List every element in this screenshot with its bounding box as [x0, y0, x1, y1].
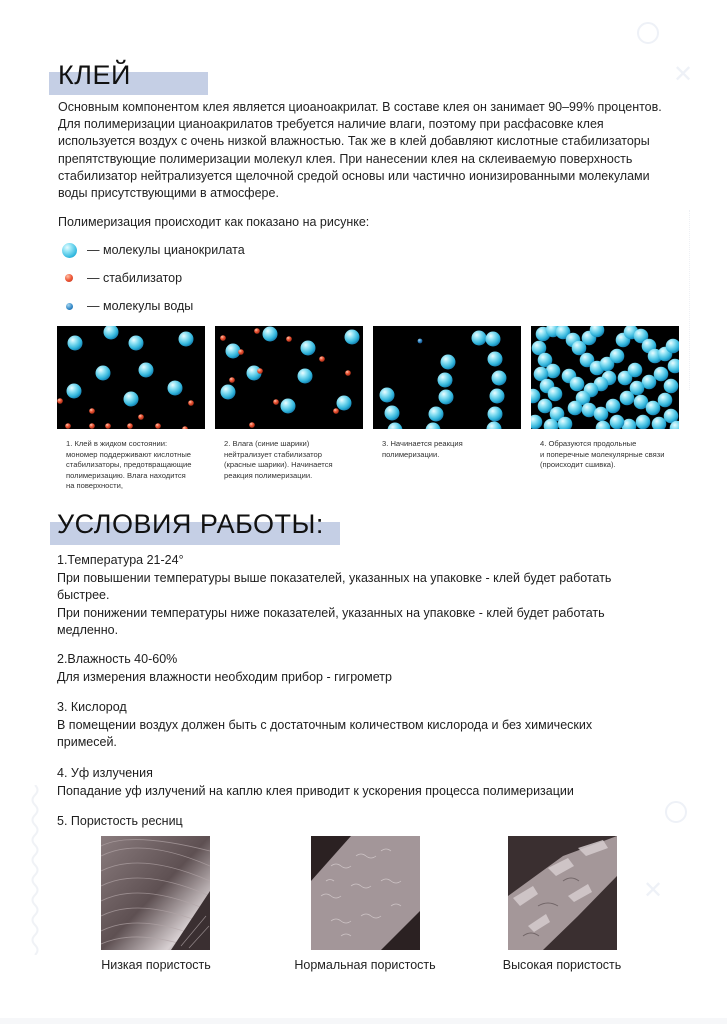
- cyanoacrylate-molecule: [606, 399, 621, 414]
- cyanoacrylate-molecule: [487, 422, 502, 430]
- condition-heading: 1.Температура 21-24°: [57, 553, 184, 567]
- cyanoacrylate-molecule: [380, 388, 395, 403]
- molecule-legend: [59, 240, 245, 316]
- decorative-cross-icon: ✕: [643, 876, 664, 904]
- cyanoacrylate-molecule: [139, 363, 154, 378]
- legend-label: — молекулы цианокрилата: [87, 243, 245, 257]
- normal-porosity-image: [311, 836, 420, 950]
- cyanoacrylate-molecule: [531, 389, 540, 404]
- cyanoacrylate-molecule-icon: [62, 243, 77, 258]
- cyanoacrylate-molecule: [345, 330, 360, 345]
- stabilizer-molecule: [89, 423, 95, 429]
- high-porosity-label: Высокая пористость: [502, 958, 622, 972]
- stabilizer-molecule: [220, 335, 226, 341]
- cyanoacrylate-molecule: [226, 344, 241, 359]
- stabilizer-molecule: [57, 398, 63, 404]
- cyanoacrylate-molecule: [441, 355, 456, 370]
- stabilizer-molecule: [105, 423, 111, 429]
- polymerization-intro: Полимеризация происходит как показано на рисунке:: [58, 215, 370, 229]
- cyanoacrylate-molecule: [388, 423, 403, 430]
- cyanoacrylate-molecule: [654, 367, 669, 382]
- cyanoacrylate-molecule: [646, 401, 661, 416]
- condition-heading: 2.Влажность 40-60%: [57, 652, 178, 666]
- section-title-glue: КЛЕЙ: [58, 60, 131, 90]
- condition-uv: 4. Уф излучения Попадание уф излучений на каплю клея приводит к ускорения процесса полимеризации: [57, 765, 677, 800]
- cyanoacrylate-molecule: [68, 336, 83, 351]
- condition-temperature: 1.Температура 21-24° При повышении температуры выше показателей, указанных на упаковке - клей будет работать быстрее. При понижении температуры ниже показателей, указанных на упаковке - клей будет работать медленно.: [57, 552, 677, 640]
- stabilizer-molecule: [229, 377, 235, 383]
- cyanoacrylate-molecule: [472, 331, 487, 346]
- high-porosity-image: [508, 836, 617, 950]
- cyanoacrylate-molecule: [538, 399, 553, 414]
- stabilizer-molecule: [188, 400, 194, 406]
- glue-intro-paragraph: [58, 99, 698, 202]
- intro-line: стабилизатор нейтрализуется щелочной средой основы или частично ионизированными молекулами: [58, 168, 650, 183]
- decorative-circle-icon: [637, 22, 659, 44]
- stage-3-caption: 3. Начинается реакция полимеризации.: [382, 439, 463, 459]
- stage-2-caption: 2. Влага (синие шарики) нейтрализует стабилизатор (красные шарики). Начинается реакция полимеризации.: [224, 439, 333, 480]
- cyanoacrylate-molecule: [570, 377, 585, 392]
- decorative-dotted-line: [689, 210, 692, 390]
- intro-line: воды присутствующими в атмосфере.: [58, 186, 279, 201]
- stage-3-illustration: [373, 326, 521, 429]
- normal-porosity-label: Нормальная пористость: [294, 958, 436, 972]
- cyanoacrylate-molecule: [636, 415, 651, 429]
- cyanoacrylate-molecule: [337, 396, 352, 411]
- water-molecule: [418, 339, 423, 344]
- cyanoacrylate-molecule: [281, 399, 296, 414]
- condition-heading: 5. Пористость ресниц: [57, 814, 183, 828]
- intro-line: используется воздух с очень низкой влажностью. Так же в клей добавляют кислотные стабилизаторы: [58, 134, 650, 149]
- condition-oxygen: 3. Кислород В помещении воздух должен быть с достаточным количеством кислорода и без химических примесей.: [57, 699, 677, 752]
- stage-4-caption: 4. Образуются продольные и поперечные молекулярные связи (происходит сшивка).: [540, 439, 665, 470]
- stabilizer-molecule: [273, 399, 279, 405]
- stabilizer-molecule: [333, 408, 339, 414]
- stabilizer-molecule: [182, 426, 188, 429]
- cyanoacrylate-molecule: [438, 373, 453, 388]
- cyanoacrylate-molecule: [488, 407, 503, 422]
- low-porosity-label: Низкая пористость: [101, 958, 211, 972]
- stage-1-caption: 1. Клей в жидком состоянии: мономер поддерживают кислотные стабилизаторы, предотвращающие полимеризацию. Влага находится на поверхности,: [66, 439, 192, 491]
- cyanoacrylate-molecule: [531, 415, 542, 429]
- cyanoacrylate-molecule: [439, 390, 454, 405]
- stabilizer-molecule: [286, 336, 292, 342]
- stabilizer-molecule: [138, 414, 144, 420]
- cyanoacrylate-molecule: [652, 417, 667, 429]
- cyanoacrylate-molecule: [96, 366, 111, 381]
- stabilizer-molecule: [345, 370, 351, 376]
- condition-porosity: [57, 813, 677, 831]
- cyanoacrylate-molecule: [610, 415, 625, 429]
- cyanoacrylate-molecule: [488, 352, 503, 367]
- stabilizer-molecule-icon: [65, 274, 73, 282]
- cyanoacrylate-molecule: [298, 369, 313, 384]
- cyanoacrylate-molecule: [628, 363, 643, 378]
- cyanoacrylate-molecule: [168, 381, 183, 396]
- cyanoacrylate-molecule: [426, 423, 441, 430]
- intro-line: Основным компонентом клея является циоаноакрилат. В составе клея он занимает 90–99% процентов.: [58, 100, 662, 114]
- cyanoacrylate-molecule: [664, 379, 679, 394]
- stabilizer-molecule: [249, 422, 255, 428]
- condition-heading: 4. Уф излучения: [57, 766, 153, 780]
- legend-item-cyanoacrylate: [59, 240, 245, 260]
- cyanoacrylate-molecule: [548, 387, 563, 402]
- cyanoacrylate-molecule: [486, 332, 501, 347]
- stabilizer-molecule: [65, 423, 71, 429]
- stage-2-illustration: [215, 326, 363, 429]
- cyanoacrylate-molecule: [129, 336, 144, 351]
- cyanoacrylate-molecule: [263, 327, 278, 342]
- water-molecule-icon: [66, 303, 73, 310]
- stabilizer-molecule: [89, 408, 95, 414]
- cyanoacrylate-molecule: [594, 407, 609, 422]
- condition-humidity: 2.Влажность 40-60% Для измерения влажности необходим прибор - гигрометр: [57, 651, 677, 686]
- cyanoacrylate-molecule: [179, 332, 194, 347]
- intro-line: препятствующие полимеризации молекул клея. При нанесении клея на склеиваемую поверхность: [58, 151, 633, 166]
- cyanoacrylate-molecule: [221, 385, 236, 400]
- condition-heading: 3. Кислород: [57, 700, 127, 714]
- cyanoacrylate-molecule: [67, 384, 82, 399]
- cyanoacrylate-molecule: [658, 393, 673, 408]
- decorative-cross-icon: ✕: [673, 60, 694, 88]
- cyanoacrylate-molecule: [620, 391, 635, 406]
- legend-label: — молекулы воды: [87, 299, 194, 313]
- legend-item-water: [59, 296, 245, 316]
- cyanoacrylate-molecule: [301, 341, 316, 356]
- cyanoacrylate-molecule: [429, 407, 444, 422]
- legend-label: — стабилизатор: [87, 271, 183, 285]
- stabilizer-molecule: [254, 328, 260, 334]
- cyanoacrylate-molecule: [124, 392, 139, 407]
- cyanoacrylate-molecule: [385, 406, 400, 421]
- stage-4-illustration: [531, 326, 679, 429]
- stabilizer-molecule: [155, 423, 161, 429]
- cyanoacrylate-molecule: [568, 401, 583, 416]
- stabilizer-molecule: [257, 368, 263, 374]
- cyanoacrylate-molecule: [490, 389, 505, 404]
- cyanoacrylate-molecule: [596, 421, 611, 429]
- cyanoacrylate-molecule: [668, 359, 679, 374]
- section-title-conditions: УСЛОВИЯ РАБОТЫ:: [57, 509, 324, 539]
- stage-1-illustration: [57, 326, 205, 429]
- page-bottom-edge: [0, 1018, 727, 1024]
- stabilizer-molecule: [238, 349, 244, 355]
- stabilizer-molecule: [127, 423, 133, 429]
- stabilizer-molecule: [319, 356, 325, 362]
- cyanoacrylate-molecule: [610, 349, 625, 364]
- low-porosity-image: [101, 836, 210, 950]
- cyanoacrylate-molecule: [104, 326, 119, 340]
- decorative-wave-icon: [28, 785, 42, 955]
- intro-line: Для полимеризации цианоакрилатов требуется наличие влаги, поэтому при расфасовке клея: [58, 117, 604, 132]
- cyanoacrylate-molecule: [492, 371, 507, 386]
- legend-item-stabilizer: [59, 268, 245, 288]
